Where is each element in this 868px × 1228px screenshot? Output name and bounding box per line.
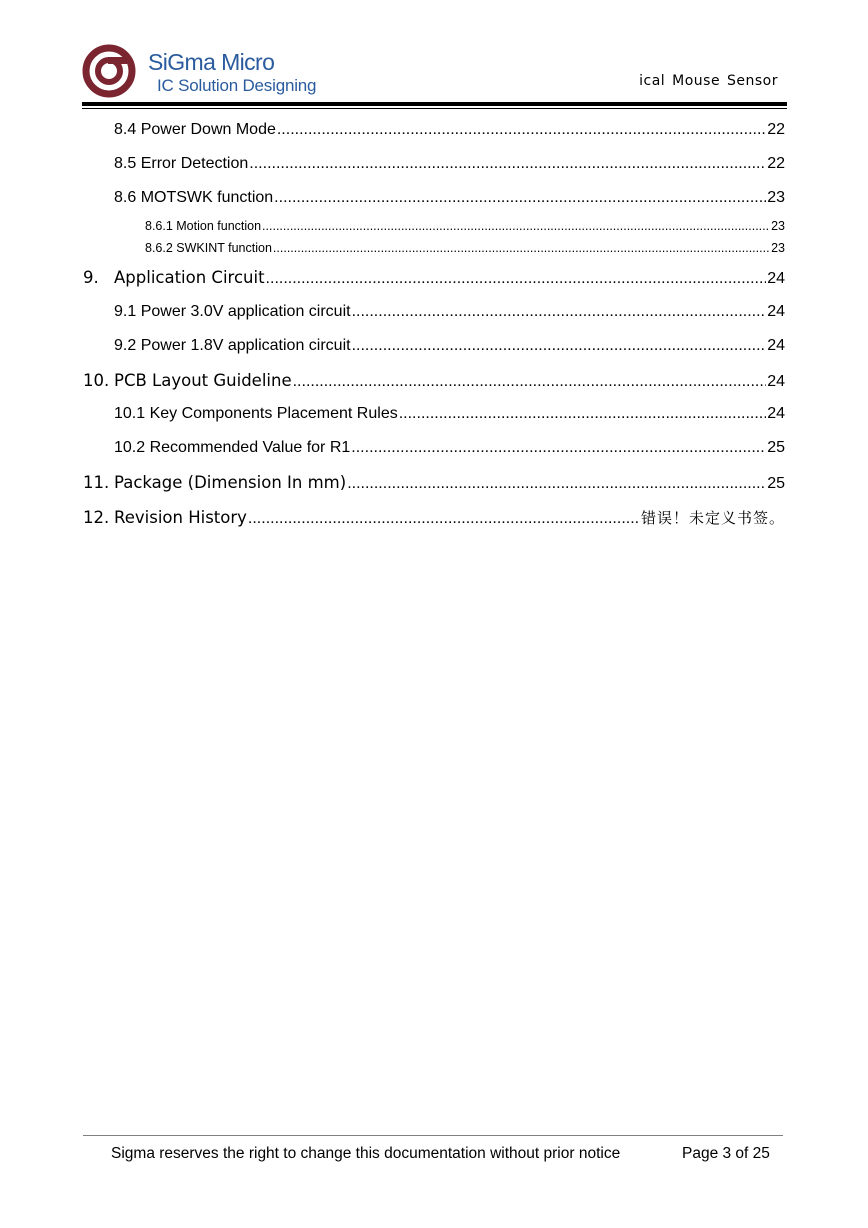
brand-tagline: IC Solution Designing: [157, 76, 317, 95]
toc-entry-page: 22: [767, 155, 785, 172]
toc-entry-page: 24: [767, 405, 785, 422]
toc-entry-label: [83, 508, 247, 527]
toc-dot-leader: [352, 303, 767, 321]
toc-entry-page: 24: [767, 270, 785, 287]
toc-entry-sub[interactable]: [114, 303, 785, 321]
toc-entry-label: 8.5 Error Detection: [114, 155, 249, 172]
toc-entry-label: [83, 473, 346, 492]
toc-entry-label: 8.4 Power Down Mode: [114, 121, 276, 138]
toc-entry-label: [83, 371, 292, 390]
toc-dot-leader: [352, 337, 767, 355]
toc-entry-sub[interactable]: [114, 189, 785, 207]
toc-entry-page: 25: [767, 439, 785, 456]
toc-entry-sub[interactable]: [114, 439, 785, 457]
toc-entry-subsub[interactable]: [145, 219, 785, 233]
toc-entry-main[interactable]: [83, 268, 785, 288]
toc-entry-sub[interactable]: [114, 337, 785, 355]
toc-entry-label: 9.2 Power 1.8V application circuit: [114, 337, 351, 354]
toc-entry-page: 22: [767, 121, 785, 138]
toc-entry-title: Application Circuit: [114, 268, 265, 287]
toc-dot-leader: [249, 155, 766, 173]
toc-entry-label: 8.6.1 Motion function: [145, 219, 262, 233]
toc-entry-number: 9.: [83, 268, 99, 287]
toc-entry-title: Package (Dimension In mm): [114, 473, 347, 492]
toc-entry-sub[interactable]: [114, 155, 785, 173]
footer-rule: [83, 1135, 783, 1136]
toc-entry-page: 24: [767, 303, 785, 320]
toc-dot-leader: [262, 219, 770, 233]
toc-entry-sub[interactable]: [114, 121, 785, 139]
toc-entry-page: 23: [771, 241, 785, 255]
toc-dot-leader: [277, 121, 766, 139]
toc-entry-label: 8.6 MOTSWK function: [114, 189, 274, 206]
toc-entry-main[interactable]: [83, 371, 785, 391]
toc-entry-label: 10.2 Recommended Value for R1: [114, 439, 351, 456]
toc-dot-leader: [347, 475, 766, 493]
toc-entry-label: 9.1 Power 3.0V application circuit: [114, 303, 351, 320]
toc-entry-page: 23: [767, 189, 785, 206]
footer-notice: Sigma reserves the right to change this documentation without prior notice: [111, 1145, 621, 1162]
sigma-micro-logo-icon: [82, 44, 136, 98]
toc-dot-leader: [266, 270, 767, 288]
toc-entry-page: 23: [771, 219, 785, 233]
toc-entry-number: 12.: [83, 508, 110, 527]
toc-entry-title: Revision History: [114, 508, 247, 527]
brand-name: SiGma Micro: [148, 49, 275, 75]
toc-entry-page: 24: [767, 373, 785, 390]
toc-dot-leader: [293, 373, 767, 391]
toc-entry-label: 10.1 Key Components Placement Rules: [114, 405, 398, 422]
toc-entry-number: 11.: [83, 473, 110, 492]
toc-entry-label: [83, 268, 265, 287]
document-title: ical Mouse Sensor: [639, 73, 778, 89]
toc-entry-sub[interactable]: [114, 405, 785, 423]
toc-dot-leader: [399, 405, 766, 423]
page-header: [0, 0, 868, 110]
toc-entry-label: 8.6.2 SWKINT function: [145, 241, 272, 255]
toc-entry-title: PCB Layout Guideline: [114, 371, 292, 390]
toc-dot-leader: [351, 439, 766, 457]
toc-entry-page: 错误！未定义书签。: [640, 509, 785, 527]
header-rule: [82, 102, 787, 106]
toc-entry-page: 25: [767, 475, 785, 492]
toc-dot-leader: [248, 510, 640, 528]
toc-dot-leader: [274, 189, 766, 207]
footer-page-number: Page 3 of 25: [682, 1145, 770, 1162]
toc-entry-page: 24: [767, 337, 785, 354]
toc-entry-main[interactable]: [83, 473, 785, 493]
toc-entry-number: 10.: [83, 371, 110, 390]
header-rule-thin: [82, 108, 787, 109]
toc-dot-leader: [273, 241, 770, 255]
toc-entry-main[interactable]: [83, 507, 785, 528]
toc-entry-subsub[interactable]: [145, 241, 785, 255]
